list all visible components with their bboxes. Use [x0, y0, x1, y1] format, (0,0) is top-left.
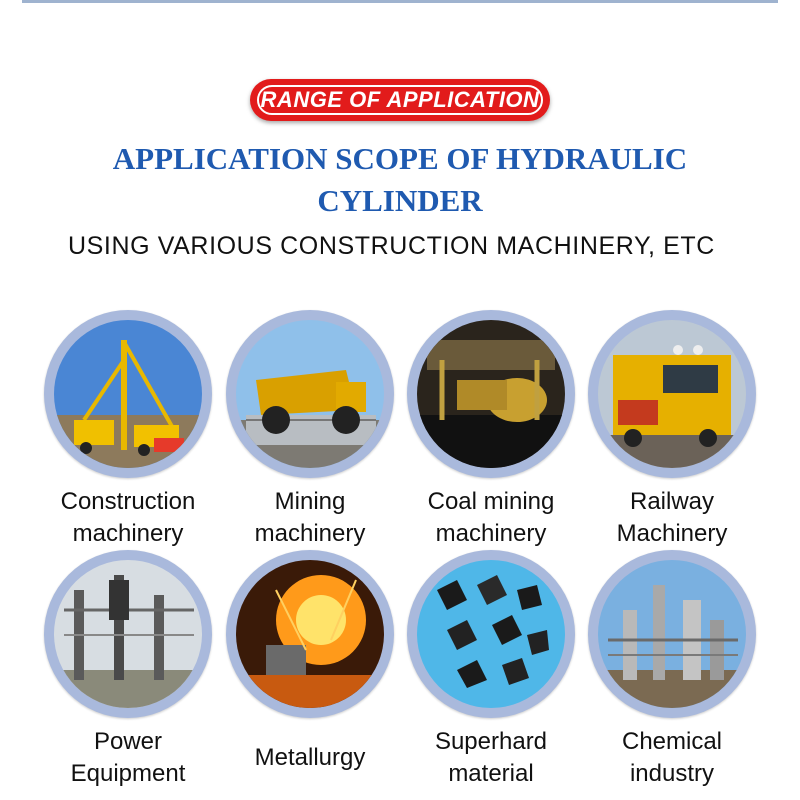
application-item-railway — [572, 310, 772, 550]
application-label: Construction machinery — [60, 488, 196, 547]
application-label: Railway Machinery — [616, 488, 728, 547]
application-label: Mining machinery — [254, 488, 366, 547]
page-subtitle: USING VARIOUS CONSTRUCTION MACHINERY, ETC — [68, 232, 715, 260]
application-label: Chemical industry — [621, 728, 723, 787]
mining-truck-photo-icon — [236, 320, 384, 468]
application-item-power — [28, 550, 228, 790]
application-grid — [0, 310, 800, 800]
application-item-coal-mining — [391, 310, 591, 550]
badge-text: RANGE OF APPLICATION — [257, 85, 543, 115]
molten-steel-photo-icon — [236, 560, 384, 708]
application-circle — [407, 550, 575, 718]
application-circle — [44, 310, 212, 478]
application-item-construction — [28, 310, 228, 550]
top-divider — [22, 0, 778, 3]
application-circle — [226, 550, 394, 718]
chemical-plant-photo-icon — [598, 560, 746, 708]
application-label: Superhard material — [434, 728, 548, 787]
application-label: Coal mining machinery — [427, 488, 555, 547]
application-circle — [588, 310, 756, 478]
application-item-metallurgy — [210, 550, 410, 774]
page-title — [40, 138, 760, 222]
page-title-line-1: APPLICATION SCOPE OF HYDRAULIC — [112, 141, 688, 176]
page-title-line-2: CYLINDER — [317, 183, 483, 218]
application-circle — [588, 550, 756, 718]
application-circle — [407, 310, 575, 478]
coal-shearer-photo-icon — [417, 320, 565, 468]
substation-photo-icon — [54, 560, 202, 708]
range-of-application-badge — [250, 79, 550, 121]
application-item-chemical — [572, 550, 772, 790]
diamond-crystals-photo-icon — [417, 560, 565, 708]
application-circle — [44, 550, 212, 718]
application-label: Power Equipment — [70, 728, 186, 787]
locomotive-photo-icon — [598, 320, 746, 468]
application-label: Metallurgy — [254, 744, 366, 771]
crane-photo-icon — [54, 320, 202, 468]
application-item-superhard — [391, 550, 591, 790]
application-circle — [226, 310, 394, 478]
application-item-mining — [210, 310, 410, 550]
